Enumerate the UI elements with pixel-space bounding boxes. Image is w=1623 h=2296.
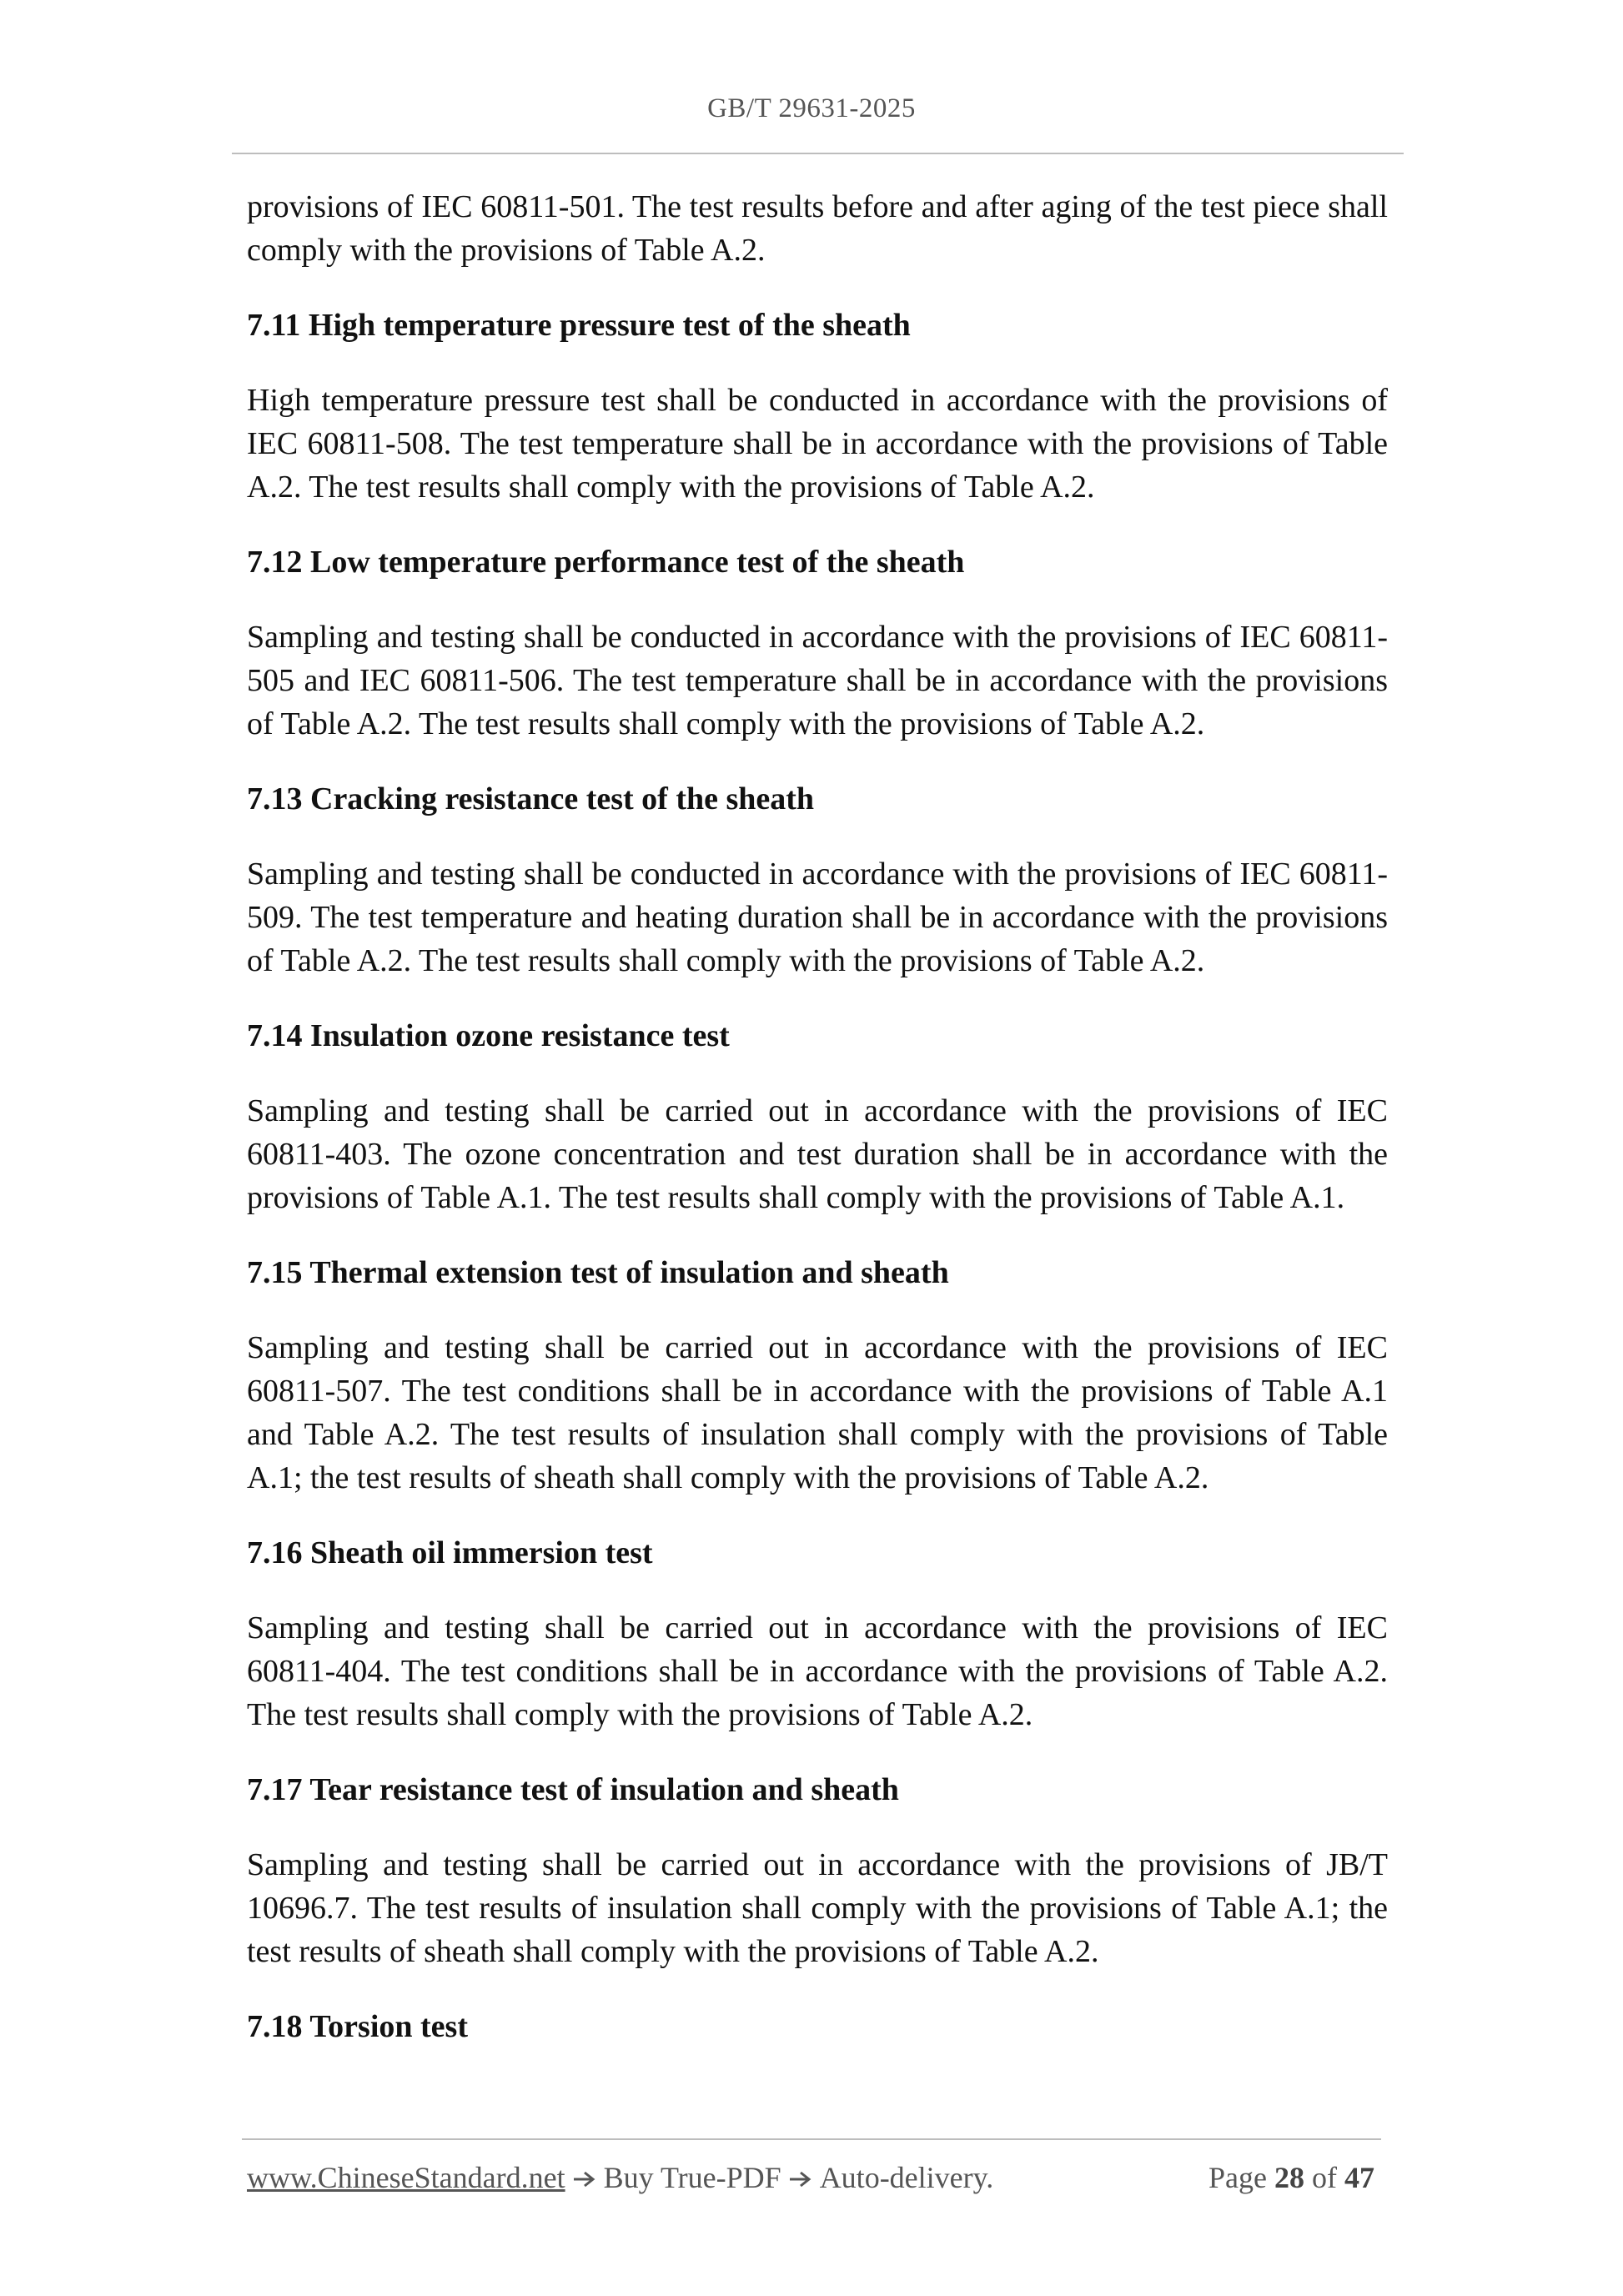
document-body	[247, 185, 1388, 2080]
section-heading-7-15: 7.15 Thermal extension test of insulation and sheath	[247, 1255, 949, 1290]
section-heading-7-12: 7.12 Low temperature performance test of the sheath	[247, 545, 965, 580]
section-text-7-14: Sampling and testing shall be carried out in accordance with the provisions of IEC 60811-403. The ozone concentration and test duration shall be in accordance with the provisions of Table A.1. The test results shall comply with the provisions of Table A.1.	[247, 1093, 1388, 1215]
page-header: GB/T 29631-2025	[707, 93, 916, 123]
buy-text: Buy True-PDF	[603, 2161, 781, 2194]
section-heading-7-16: 7.16 Sheath oil immersion test	[247, 1535, 653, 1570]
section-text-7-11: High temperature pressure test shall be conducted in accordance with the provisions of IEC 60811-508. The test temperature shall be in accordance with the provisions of Table A.2. The test results shall comply with the provisions of Table A.2.	[247, 383, 1388, 505]
section-text-7-15: Sampling and testing shall be carried out in accordance with the provisions of IEC 60811-507. The test conditions shall be in accordance with the provisions of Table A.1 and Table A.2. The test results of insulation shall comply with the provisions of Table A.1; the test results of sheath shall comply with the provisions of Table A.2.	[247, 1330, 1388, 1495]
right-arrow-icon	[572, 2169, 597, 2189]
delivery-text: Auto-delivery.	[819, 2161, 994, 2194]
page-total: 47	[1344, 2161, 1374, 2194]
section-heading-7-13: 7.13 Cracking resistance test of the sheath	[247, 781, 815, 816]
page-label: Page	[1208, 2161, 1267, 2194]
intro-paragraph: provisions of IEC 60811-501. The test results before and after aging of the test piece shall comply with the provisions of Table A.2.	[247, 189, 1388, 268]
right-arrow-icon	[788, 2169, 813, 2189]
section-text-7-17: Sampling and testing shall be carried out in accordance with the provisions of JB/T 10696.7. The test results of insulation shall comply with the provisions of Table A.1; the test results of sheath shall comply with the provisions of Table A.2.	[247, 1847, 1388, 1969]
section-text-7-12: Sampling and testing shall be conducted in accordance with the provisions of IEC 60811-505 and IEC 60811-506. The test temperature shall be in accordance with the provisions of Table A.2. The test results shall comply with the provisions of Table A.2.	[247, 620, 1388, 741]
section-heading-7-17: 7.17 Tear resistance test of insulation and sheath	[247, 1772, 899, 1807]
section-heading-7-18: 7.18 Torsion test	[247, 2009, 468, 2044]
section-heading-7-14: 7.14 Insulation ozone resistance test	[247, 1018, 730, 1053]
header-divider	[232, 153, 1404, 154]
footer-divider	[242, 2138, 1381, 2140]
section-text-7-16: Sampling and testing shall be carried out in accordance with the provisions of IEC 60811-404. The test conditions shall be in accordance with the provisions of Table A.2. The test results shall comply with the provisions of Table A.2.	[247, 1610, 1388, 1732]
page-footer	[247, 2160, 1381, 2200]
section-heading-7-11: 7.11 High temperature pressure test of the sheath	[247, 308, 911, 343]
page-indicator	[1208, 2160, 1374, 2195]
page-of-label: of	[1312, 2161, 1337, 2194]
page-current: 28	[1274, 2161, 1304, 2194]
footer-promo	[247, 2160, 993, 2195]
site-link[interactable]: www.ChineseStandard.net	[247, 2161, 565, 2194]
section-text-7-13: Sampling and testing shall be conducted in accordance with the provisions of IEC 60811-509. The test temperature and heating duration shall be in accordance with the provisions of Table A.2. The test results shall comply with the provisions of Table A.2.	[247, 857, 1388, 978]
